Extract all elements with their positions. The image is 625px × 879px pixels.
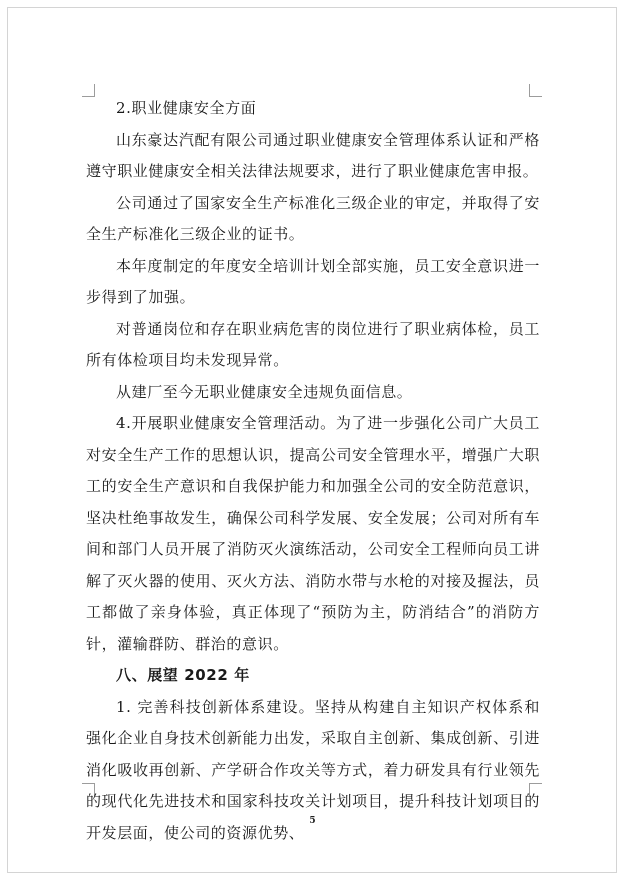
paragraph: 4.开展职业健康安全管理活动。为了进一步强化公司广大员工对安全生产工作的思想认识，提高公司安全管理水平，增强广大职工的安全生产意识和自我保护能力和加强全公司的安全防范意识，坚决杜绝事故发生，确保公司科学发展、安全发展；公司对所有车间和部门人员开展了消防灭火演练活动，公司安全工程师向员工讲解了灭火器的使用、灭火方法、消防水带与水枪的对接及握法，员工都做了亲身体验，真正体现了“预防为主，防消结合”的消防方针，灌输群防、群治的意识。	[86, 414, 540, 653]
paragraph: 从建厂至今无职业健康安全违规负面信息。	[116, 382, 413, 401]
paragraph: 本年度制定的年度安全培训计划全部实施，员工安全意识进一步得到了加强。	[86, 256, 540, 306]
paragraph: 山东豪达汽配有限公司通过职业健康安全管理体系认证和严格遵守职业健康安全相关法律法规要求，进行了职业健康危害申报。	[86, 130, 540, 180]
section-heading-outlook: 八、展望 2022 年	[116, 666, 250, 684]
paragraph: 1. 完善科技创新体系建设。坚持从构建自主知识产权体系和强化企业自身技术创新能力出发，采取自主创新、集成创新、引进消化吸收再创新、产学研合作攻关等方式，着力研发具有行业领先的现代化先进技术和国家科技攻关计划项目，提升科技计划项目的开发层面，使公司的资源优势、	[86, 697, 540, 842]
document-body	[86, 93, 540, 849]
paragraph: 对普通岗位和存在职业病危害的岗位进行了职业病体检，员工所有体检项目均未发现异常。	[86, 319, 540, 369]
paragraph: 公司通过了国家安全生产标准化三级企业的审定，并取得了安全生产标准化三级企业的证书。	[86, 193, 540, 243]
section-heading-occupational-health: 2.职业健康安全方面	[116, 99, 257, 117]
page-number: 5	[309, 816, 316, 826]
